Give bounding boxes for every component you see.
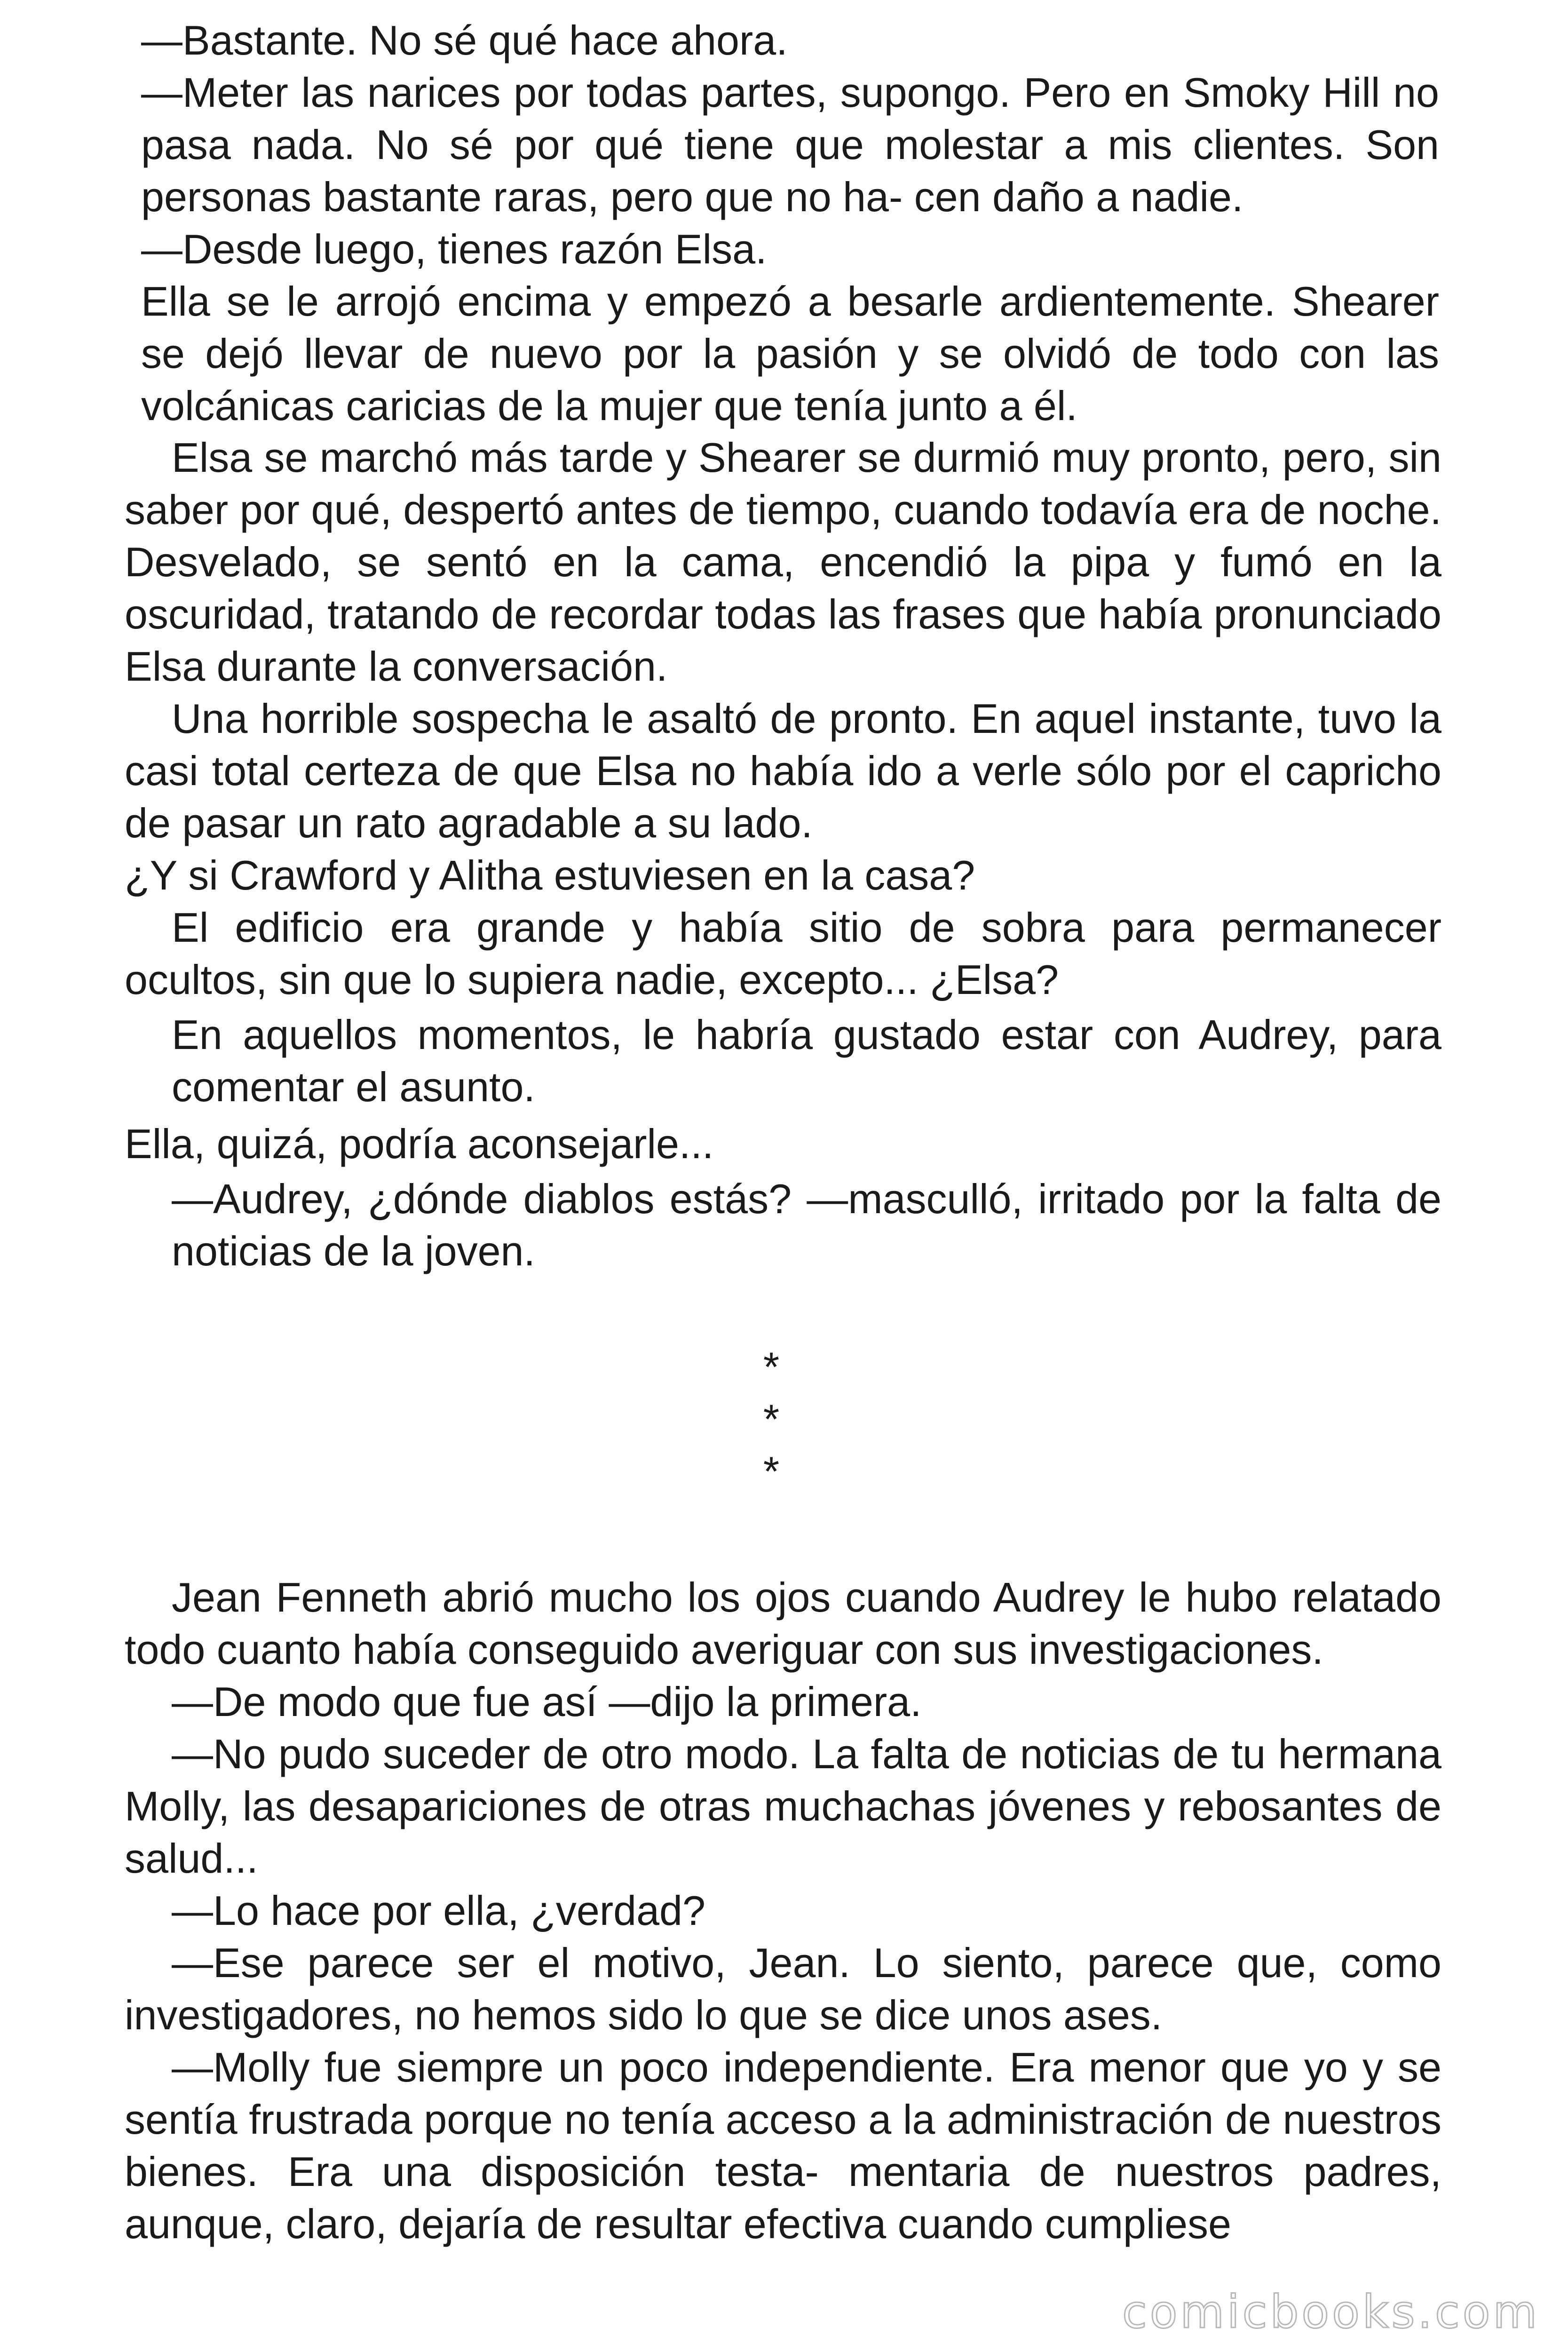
paragraph: —Bastante. No sé qué hace ahora. <box>141 17 788 64</box>
paragraph: —Molly fue siempre un poco independiente. Era menor que yo y se sentía frustrada porque no tenía acceso a la administración de nuestros bienes. Era una disposición testa- mentaria de nuestros padres, aunque, claro, dejaría de resultar efectiva cuando cumpliese <box>125 2044 1441 2247</box>
paragraph: Jean Fenneth abrió mucho los ojos cuando Audrey le hubo relatado todo cuanto había conseguido averiguar con sus investigaciones. <box>125 1574 1441 1673</box>
paragraph: El edificio era grande y había sitio de sobra para permanecer ocultos, sin que lo supiera nadie, excepto... ¿Elsa? <box>125 904 1441 1003</box>
paragraph: Elsa se marchó más tarde y Shearer se durmió muy pronto, pero, sin saber por qué, despertó antes de tiempo, cuando todavía era de noche. Desvelado, se sentó en la cama, encendió la pipa y fumó en la oscuridad, tratando de recordar todas las frases que había pronunciado Elsa durante la conversación. <box>125 434 1441 690</box>
paragraph: —Audrey, ¿dónde diablos estás? —masculló, irritado por la falta de noticias de la joven. <box>172 1176 1441 1274</box>
paragraph: —Lo hace por ella, ¿verdad? <box>172 1887 705 1934</box>
paragraph: En aquellos momentos, le habría gustado estar con Audrey, para comentar el asunto. <box>172 1011 1441 1110</box>
separator-asterisk: * <box>763 1343 780 1390</box>
paragraph: Una horrible sospecha le asaltó de pronto. En aquel instante, tuvo la casi total certeza de que Elsa no había ido a verle sólo por el capricho de pasar un rato agradable a su lado. <box>125 695 1441 846</box>
separator-asterisk: * <box>763 1448 780 1494</box>
lower-dialogue-block <box>125 1571 1441 2250</box>
separator-asterisk: * <box>763 1396 780 1442</box>
paragraph: —Desde luego, tienes razón Elsa. <box>141 226 767 272</box>
paragraph: —No pudo suceder de otro modo. La falta de noticias de tu hermana Molly, las desapariciones de otras muchachas jóvenes y rebosantes de salud... <box>125 1731 1441 1882</box>
scene-separator <box>752 1341 790 1497</box>
upper-dialogue-block <box>141 14 1439 432</box>
paragraph: —De modo que fue así —dijo la primera. <box>172 1678 922 1725</box>
paragraph: Ella se le arrojó encima y empezó a besarle ardientemente. Shearer se dejó llevar de nuevo por la pasión y se olvidó de todo con las volcánicas caricias de la mujer que tenía junto a él. <box>141 278 1439 429</box>
paragraph: —Ese parece ser el motivo, Jean. Lo siento, parece que, como investigadores, no hemos sido lo que se dice unos ases. <box>125 1939 1441 2038</box>
narrative-block <box>125 431 1441 1277</box>
watermark-logo: comicbooks.com <box>1122 2286 1540 2338</box>
paragraph: —Meter las narices por todas partes, supongo. Pero en Smoky Hill no pasa nada. No sé por qué tiene que molestar a mis clientes. Son personas bastante raras, pero que no ha- cen daño a nadie. <box>141 69 1439 220</box>
paragraph: ¿Y si Crawford y Alitha estuviesen en la casa? <box>125 852 975 898</box>
paragraph: Ella, quizá, podría aconsejarle... <box>125 1120 714 1167</box>
